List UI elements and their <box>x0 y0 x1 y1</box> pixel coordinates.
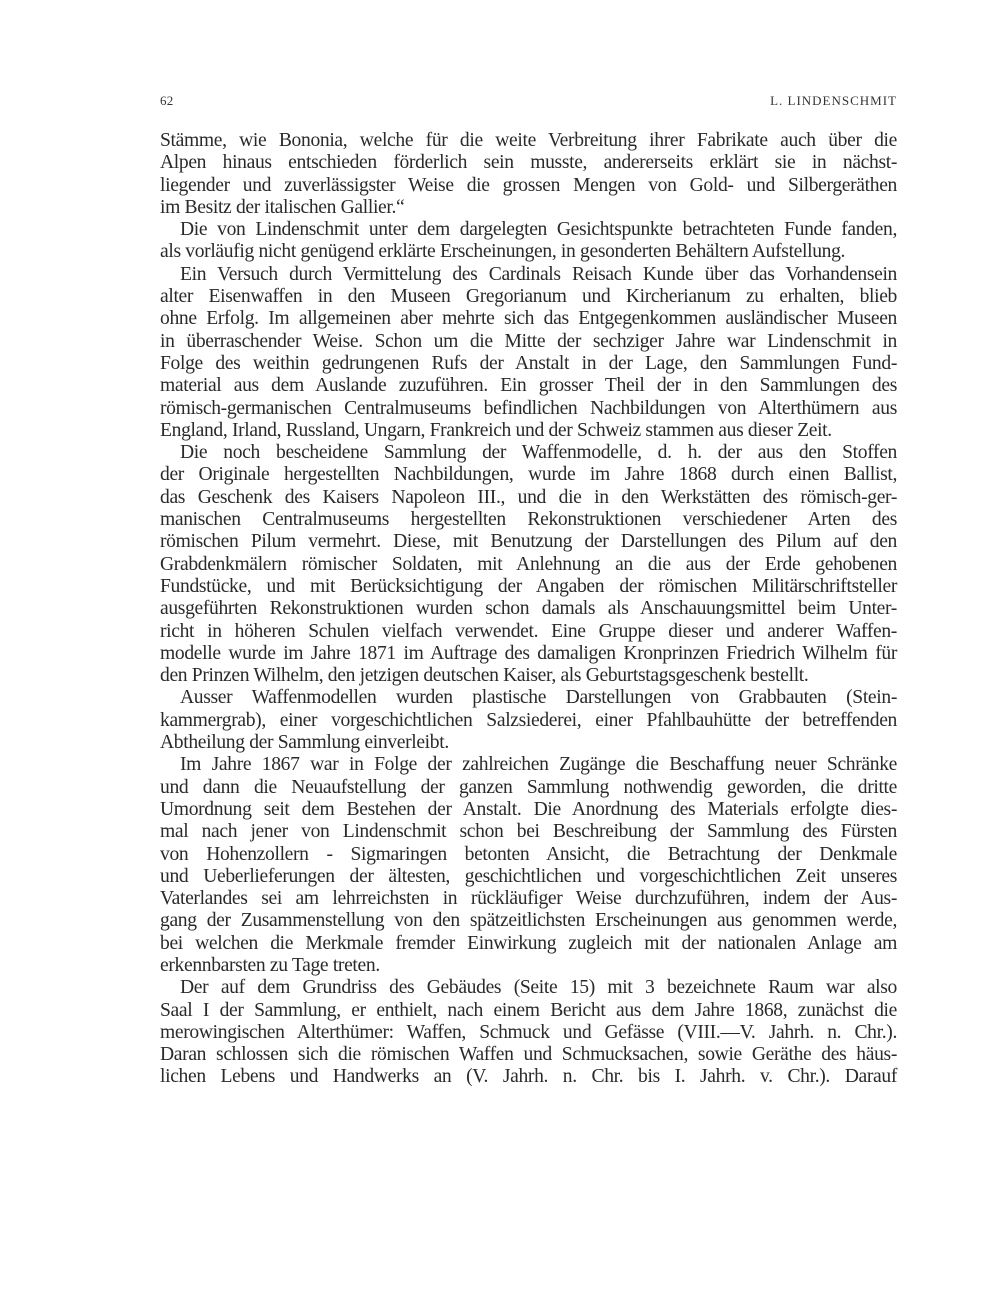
text-line: Die von Lindenschmit unter dem dargelegten Gesichtspunkte betrachteten Funde fanden, <box>180 219 897 241</box>
text-line: Umordnung seit dem Bestehen der Anstalt. Die Anordnung des Materials erfolgte dies- <box>160 798 897 820</box>
text-line: mal nach jener von Lindenschmit schon bei Beschreibung der Sammlung des Fürsten <box>160 821 897 843</box>
text-line: Der auf dem Grundriss des Gebäudes (Seite 15) mit 3 bezeichnete Raum war also <box>180 977 897 999</box>
text-line: römisch-germanischen Centralmuseums befindlichen Nachbildungen von Alterthümern aus <box>160 397 897 419</box>
text-line: bei welchen die Merkmale fremder Einwirkung zugleich mit der nationalen Anlage am <box>160 932 897 954</box>
text-line: Saal I der Sammlung, er enthielt, nach einem Bericht aus dem Jahre 1868, zunächst die <box>160 999 897 1021</box>
text-line: Die noch bescheidene Sammlung der Waffenmodelle, d. h. der aus den Stoffen <box>180 442 897 464</box>
text-line: in überraschender Weise. Schon um die Mitte der sechziger Jahre war Lindenschmit in <box>160 330 897 352</box>
text-line: alter Eisenwaffen in den Museen Gregorianum und Kircherianum zu erhalten, blieb <box>160 286 897 308</box>
text-line: als vorläufig nicht genügend erklärte Erscheinungen, in gesonderten Behältern Aufstellung. <box>160 241 846 263</box>
text-line: merowingischen Alterthümer: Waffen, Schmuck und Gefässe (VIII.—V. Jahrh. n. Chr.). <box>160 1021 897 1043</box>
body-text <box>160 130 897 1089</box>
text-line: England, Irland, Russland, Ungarn, Frankreich und der Schweiz stammen aus dieser Zeit. <box>160 419 832 441</box>
text-line: richt in höheren Schulen vielfach verwendet. Eine Gruppe dieser und anderer Waffen- <box>160 620 897 642</box>
text-line: lichen Lebens und Handwerks an (V. Jahrh. n. Chr. bis I. Jahrh. v. Chr.). Darauf <box>160 1066 897 1088</box>
text-line: modelle wurde im Jahre 1871 im Auftrage des damaligen Kronprinzen Friedrich Wilhelm für <box>160 642 897 664</box>
text-line: Ein Versuch durch Vermittelung des Cardinals Reisach Kunde über das Vorhandensein <box>180 263 897 285</box>
text-line: ausgeführten Rekonstruktionen wurden schon damals als Anschauungsmittel beim Unter- <box>160 598 897 620</box>
text-line: Vaterlandes sei am lehrreichsten in rückläufiger Weise durchzuführen, indem der Aus- <box>160 888 897 910</box>
text-line: Grabdenkmälern römischer Soldaten, mit Anlehnung an die aus der Erde gehobenen <box>160 553 897 575</box>
text-line: Im Jahre 1867 war in Folge der zahlreichen Zugänge die Beschaffung neuer Schränke <box>180 754 897 776</box>
text-line: Abtheilung der Sammlung einverleibt. <box>160 732 449 754</box>
text-line: und Ueberlieferungen der ältesten, geschichtlichen und vorgeschichtlichen Zeit unseres <box>160 865 897 887</box>
text-line: im Besitz der italischen Gallier.“ <box>160 196 405 218</box>
text-line: das Geschenk des Kaisers Napoleon III., und die in den Werkstätten des römisch-ger- <box>160 486 897 508</box>
text-line: und dann die Neuaufstellung der ganzen Sammlung nothwendig geworden, die dritte <box>160 776 897 798</box>
text-line: Fundstücke, und mit Berücksichtigung der Angaben der römischen Militärschriftsteller <box>160 575 897 597</box>
text-line: römischen Pilum vermehrt. Diese, mit Benutzung der Darstellungen des Pilum auf den <box>160 531 897 553</box>
text-line: gang der Zusammenstellung von den spätzeitlichsten Erscheinungen aus genommen werde, <box>160 910 897 932</box>
text-line: erkennbarsten zu Tage treten. <box>160 954 380 976</box>
text-line: material aus dem Auslande zuzuführen. Ein grosser Theil der in den Sammlungen des <box>160 375 897 397</box>
text-line: Folge des weithin gedrungenen Rufs der Anstalt in der Lage, den Sammlungen Fund- <box>160 352 897 374</box>
text-line: liegender und zuverlässigster Weise die grossen Mengen von Gold- und Silbergeräthen <box>160 174 897 196</box>
text-line: ohne Erfolg. Im allgemeinen aber mehrte sich das Entgegenkommen ausländischer Museen <box>160 308 897 330</box>
text-line: Ausser Waffenmodellen wurden plastische Darstellungen von Grabbauten (Stein- <box>180 687 897 709</box>
text-line: kammergrab), einer vorgeschichtlichen Salzsiederei, einer Pfahlbauhütte der betreffenden <box>160 709 897 731</box>
text-line: der Originale hergestellten Nachbildungen, wurde im Jahre 1868 durch einen Ballist, <box>160 464 897 486</box>
running-header <box>160 93 897 113</box>
page-number: 62 <box>160 93 174 108</box>
running-header-author: L. LINDENSCHMIT <box>770 93 897 108</box>
text-line: Alpen hinaus entschieden förderlich sein musste, andererseits erklärt sie in nächst- <box>160 152 897 174</box>
text-line: den Prinzen Wilhelm, den jetzigen deutschen Kaiser, als Geburtstagsgeschenk bestellt. <box>160 665 809 687</box>
text-line: Stämme, wie Bononia, welche für die weite Verbreitung ihrer Fabrikate auch über die <box>160 130 897 151</box>
text-line: Daran schlossen sich die römischen Waffen und Schmucksachen, sowie Geräthe des häus- <box>160 1044 897 1066</box>
text-line: von Hohenzollern - Sigmaringen betonten Ansicht, die Betrachtung der Denkmale <box>160 843 897 865</box>
text-line: manischen Centralmuseums hergestellten Rekonstruktionen verschiedener Arten des <box>160 509 897 531</box>
